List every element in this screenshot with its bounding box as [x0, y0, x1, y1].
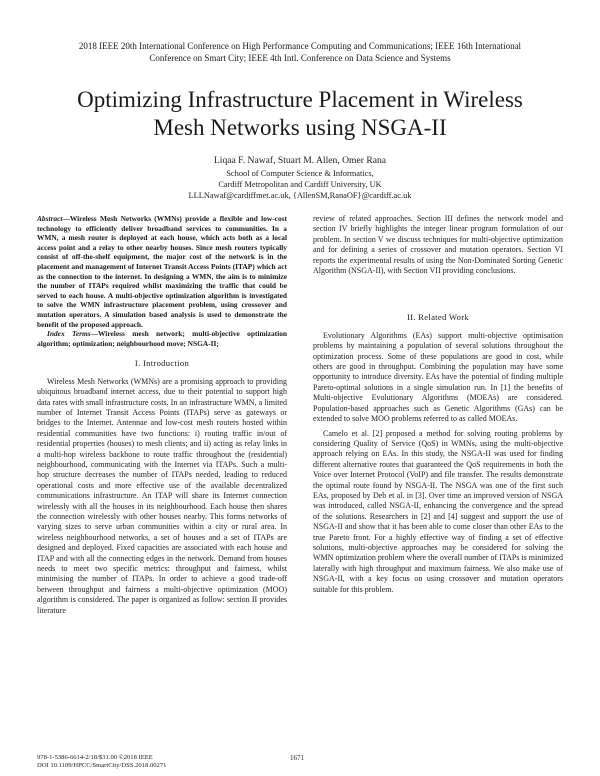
left-column [37, 214, 287, 616]
affiliation-line-2: Cardiff Metropolitan and Cardiff University, UK [218, 179, 382, 189]
abstract-label: Abstract [37, 214, 63, 223]
page-number: 1671 [290, 754, 304, 762]
related-work-paragraph-1: Evolutionary Algorithms (EAs) support multi-objective optimisation problems by maintaining a population of several solutions throughout the optimization process. Some of these populations are good in cost, while others are good in throughput. Combining the population may have some opportunity to introduce diversity. EAs have the potential of finding multiple Pareto-optimal solutions in a single simulation run. In [1] the benefits of Multi-objective Evolutionary Algorithms (MOEAs) are considered. Population-based approaches such as Genetic Algorithms (GAs) can be extended to solve MOO problems referred to as called MOEAs. [313, 330, 563, 424]
affiliation-line-1: School of Computer Science & Informatics, [226, 169, 374, 178]
affiliation [40, 169, 560, 201]
section-heading-introduction: I. Introduction [134, 358, 190, 369]
abstract [37, 214, 287, 329]
right-column [313, 214, 563, 595]
conference-line-1: 2018 IEEE 20th International Conference on High Performance Computing and Communications; IEEE 16th International [78, 41, 522, 51]
copyright-footer [37, 754, 166, 770]
related-work-paragraph-2: Camelo et al. [2] proposed a method for solving routing problems by considering Quality of Service (QoS) in WMNs, using the multi-objective approach relying on EAs. In this study, the NSGA-II was used for finding different alternative routes that guaranteed the QoS requirements in both the Voice over Internet Protocol (VoIP) and file transfer. The results demonstrate the optimal route found by NSGA-II. The NSGA was one of the first such EAs, proposed by Deb et al. in [3]. Over time an improved version of NSGA was introduced, called NSGA-II, enhancing the convergence and the spread of the solutions. Researchers in [2] and [4] suggest and support the use of NSGA-II and show that it has been able to come closer than other EAs to the true Pareto front. For a highly effective way of finding a set of effective solutions, multi-objective approaches may be considered for solving the WMN optimization problem where the overall number of ITAPs is minimized laterally with high throughput and maximum fairness. We also make use of NSGA-II, with a key focus on using crossover and mutation operators suitable for this problem. [313, 428, 563, 594]
index-terms-text: —Wireless mesh network; multi-objective optimization algorithm; optimization; neighbourhood move; NSGA-II; [37, 329, 287, 348]
introduction-paragraph: Wireless Mesh Networks (WMNs) are a promising approach to providing ubiquitous broadband internet access, due to their potential to support high data rates with small infrastructure costs. In an infrastructure WMN, a limited number of Internet Transit Access Points (ITAPs) serve as gateways or bridges to the Internet. Antennae and low-cost mesh routers hosted within residential communities have two functions: i) routing traffic in/out of residential properties (houses) to mesh clients; and ii) acting as relay links in a multi-hop wireless backbone to route traffic throughout the (residential) neighbourhood, communicating with the Internet via ITAPs. Such a multi-hop structure decreases the number of ITAPs needed, leading to reduced operational costs and more effective use of the available decentralized communications infrastructure. An ITAP will share its Internet connection wirelessly with all the houses in its neighbourhood. Each house then shares the connection wirelessly with other houses nearby. This forms networks of varying sizes to serve urban communities within a city or rural area. In wireless neighbourhood networks, a set of houses and a set of ITAPs are designed and deployed. Fixed capacities are associated with each house and ITAP and with all the connecting edges in the network. Demand from houses needs to meet two specific metrics: throughput and fairness, whilst minimising the number of ITAPs. In order to achieve a good trade-off between throughput and fairness a multi-objective optimization (MOO) algorithm is considered. The paper is organized as follow: section II provides literature [37, 376, 287, 615]
abstract-text: —Wireless Mesh Networks (WMNs) provide a flexible and low-cost technology to efficiently deliver broadband services to communities. In a WMN, a mesh router is deployed at each house, which acts both as a local access point and a relay to other nearby houses. Since mesh routers typically consist of off-the-shelf equipment, the major cost of the network is in the placement and management of Internet Transit Access Points (ITAP) which act as the connection to the internet. In designing a WMN, the aim is to minimize the number of ITAPs required whilst maximizing the traffic that could be served to each house. A multi-objective optimization algorithm is investigated to solve the WMN infrastructure placement problem, using crossover and mutation operators. A simulation based analysis is used to demonstrate the benefit of the proposed approach. [37, 214, 287, 329]
author-emails: LLLNawaf@cardiffmet.ac.uk, {AllenSM,RanaOF}@cardiff.ac.uk [188, 190, 412, 200]
section-heading-related-work: II. Related Work [407, 312, 469, 323]
conference-line-2: Conference on Smart City; IEEE 4th Intl. Conference on Data Science and Systems [149, 53, 451, 63]
doi-line: DOI 10.1109/HPCC/SmartCity/DSS.2018.00271 [37, 762, 167, 769]
isbn-line: 978-1-5386-6614-2/18/$31.00 ©2018 IEEE [37, 754, 153, 761]
index-terms [37, 329, 287, 348]
conference-header [40, 40, 560, 64]
introduction-continued-paragraph: review of related approaches. Section III defines the network model and section IV briefly highlights the integer linear program formulation of our problem. In section V we discuss techniques for multi-objective optimization and for defining a series of crossover and mutation operators. Section VI reports the experimental results of using the Non-Dominated Sorting Genetic Algorithm (NSGA-II), with Section VII providing conclusions. [313, 214, 563, 276]
title-line-2: Mesh Networks using NSGA-II [153, 115, 447, 140]
title-line-1: Optimizing Infrastructure Placement in Wireless [77, 87, 523, 112]
paper-title [40, 86, 560, 142]
index-terms-label: Index Terms [47, 329, 91, 339]
author-list: Liqaa F. Nawaf, Stuart M. Allen, Omer Rana [213, 155, 387, 166]
